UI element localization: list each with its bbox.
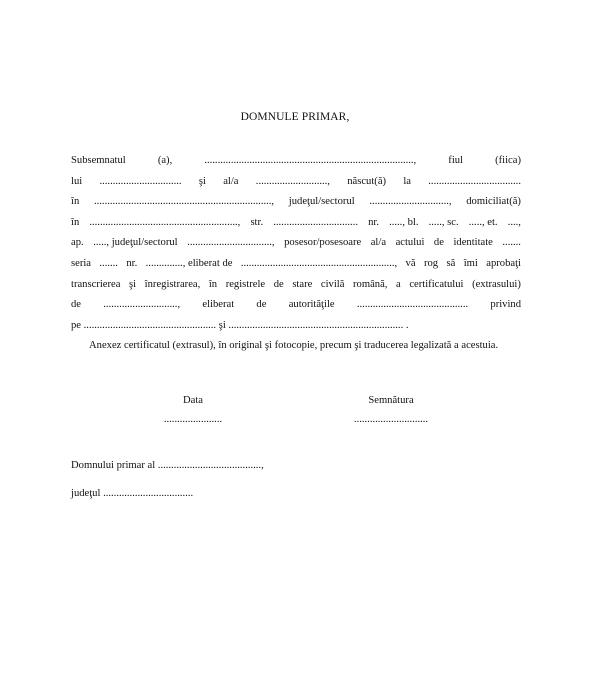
word: vă <box>405 257 416 269</box>
word: privind <box>490 299 521 311</box>
body-line-7 <box>71 275 521 296</box>
word: de <box>273 278 284 290</box>
word: îmi <box>463 257 478 269</box>
word: înregistrarea, <box>144 278 201 290</box>
word: ....., sc. <box>428 216 459 228</box>
body-line-9: pe .................................................. şi .................................................................. . <box>71 319 409 331</box>
word: ....... <box>99 257 118 269</box>
word: domiciliat(ă) <box>466 196 521 208</box>
word: de <box>71 299 81 311</box>
word: ............................... <box>99 175 182 187</box>
word: autorităţile <box>288 299 335 311</box>
word: civilă <box>320 278 345 290</box>
word: judeţul/sectorul <box>288 196 355 208</box>
word: str. <box>250 216 264 228</box>
word: ....... <box>502 237 521 249</box>
body-line-8 <box>71 295 521 316</box>
word: Subsemnatul <box>71 155 126 166</box>
word: ................................... <box>428 175 521 187</box>
body-line-3 <box>71 192 521 213</box>
word: .............., eliberat de <box>145 257 233 269</box>
word: (a), <box>157 155 173 166</box>
annex-paragraph: Anexez certificatul (extrasul), în original şi fotocopie, precum şi traducerea legalizată a acestuia. <box>89 340 499 352</box>
word: să <box>446 257 456 269</box>
word: în <box>71 216 80 228</box>
word: de <box>433 237 444 249</box>
date-block <box>140 391 246 429</box>
word: fiul <box>448 155 464 166</box>
word: ..............................................................................., <box>204 155 417 166</box>
word: ....., judeţul/sectorul <box>93 237 178 249</box>
word: nr. <box>126 257 138 269</box>
word: născut(ă) <box>347 175 387 187</box>
word: al/a <box>370 237 387 249</box>
word: ............................, <box>103 299 181 311</box>
word: la <box>403 175 411 187</box>
word: de <box>256 299 267 311</box>
request-body <box>71 151 521 357</box>
word: ...., <box>507 216 521 228</box>
word: transcrierea <box>71 278 121 290</box>
word: (fiica) <box>495 155 521 166</box>
word: eliberat <box>202 299 235 311</box>
word: în <box>208 278 218 290</box>
word: .........................................................., <box>240 257 398 269</box>
word: identitate <box>453 237 493 249</box>
word: (extrasului) <box>472 278 521 290</box>
word: .............................., <box>369 196 452 208</box>
county-line: judeţul .................................. <box>71 488 194 499</box>
word: ....., bl. <box>389 216 419 228</box>
body-line-5 <box>71 233 521 254</box>
word: ....., et. <box>468 216 498 228</box>
word: stare <box>292 278 313 290</box>
date-field: ...................... <box>163 414 223 425</box>
word: în <box>71 196 80 208</box>
word: nr. <box>368 216 379 228</box>
word: aprobaţi <box>486 257 521 269</box>
word: certificatului <box>409 278 464 290</box>
mayor-address: Domnului primar al ......................................., <box>71 460 264 471</box>
word: seria <box>71 257 91 269</box>
word: registrele <box>225 278 266 290</box>
word: şi <box>129 278 137 290</box>
signature-label: Semnătura <box>368 395 414 406</box>
body-line-1 <box>71 151 521 172</box>
word: română, <box>353 278 388 290</box>
word: ..........................., <box>255 175 330 187</box>
document-title: DOMNULE PRIMAR, <box>240 111 350 123</box>
word: lui <box>71 175 83 187</box>
word: a <box>396 278 401 290</box>
word: rog <box>423 257 439 269</box>
body-line-2 <box>71 172 521 193</box>
word: ................................ <box>273 216 358 228</box>
word: ..................................................................., <box>93 196 275 208</box>
word: posesor/posesoare <box>284 237 362 249</box>
word: şi <box>198 175 206 187</box>
word: ........................................................, <box>89 216 241 228</box>
word: ap. <box>71 237 84 249</box>
word: ................................, <box>187 237 275 249</box>
body-line-6 <box>71 254 521 275</box>
word: al/a <box>223 175 239 187</box>
signature-field: ............................ <box>353 414 429 425</box>
body-line-4 <box>71 213 521 234</box>
word: actului <box>395 237 425 249</box>
signature-block <box>336 391 446 429</box>
word: .......................................... <box>356 299 469 311</box>
date-label: Data <box>183 395 203 406</box>
